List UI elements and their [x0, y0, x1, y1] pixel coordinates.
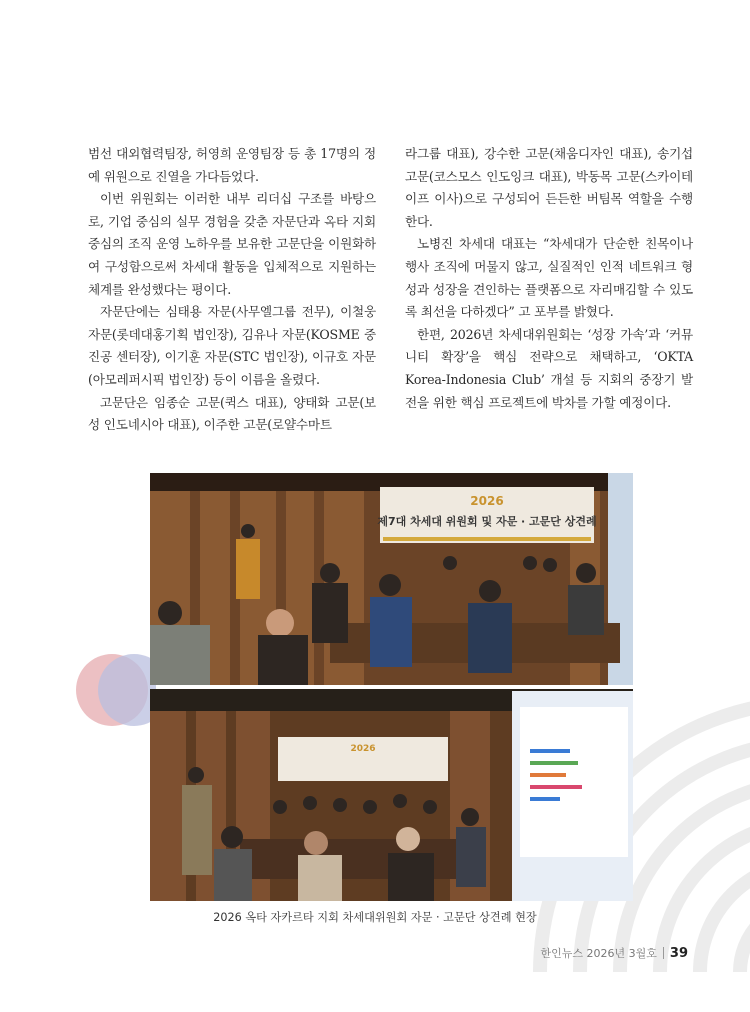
page-footer: [541, 945, 688, 961]
paragraph: 노병진 차세대 대표는 “차세대가 단순한 친목이나 행사 조직에 머물지 않고, 실질적인 인적 네트워크 형성과 성장을 견인하는 플랫폼으로 자리매김할 수 있도록 최선을 다하겠다” 고 포부를 밝혔다.: [405, 236, 693, 320]
article-column-right: [405, 143, 693, 414]
paragraph: 한편, 2026년 차세대위원회는 ‘성장 가속’과 ‘커뮤니티 확장’을 핵심 전략으로 채택하고, ‘OKTA Korea-Indonesia Club’ 개설 등 지회의 중장기 발전을 위한 핵심 프로젝트에 박차를 가할 예정이다.: [405, 326, 693, 410]
page-number: 39: [669, 945, 688, 961]
article-column-left: [88, 143, 376, 437]
footer-divider: [663, 947, 664, 959]
event-photo-2: [150, 689, 633, 901]
decorative-circles: [76, 640, 156, 740]
photo-caption: 2026 옥타 자카르타 지회 차세대위원회 자문 · 고문단 상견례 현장: [213, 911, 537, 924]
paragraph: 이번 위원회는 이러한 내부 리더십 구조를 바탕으로, 기업 중심의 실무 경험을 갖춘 자문단과 옥타 지회 중심의 조직 운영 노하우를 보유한 고문단을 이원화하여 구성함으로써 차세대 활동을 입체적으로 지원하는 체계를 완성했다는 평이다.: [88, 191, 376, 297]
banner-year: 2026: [470, 494, 504, 508]
paragraph: 자문단에는 심태용 자문(사무엘그룹 전무), 이철웅 자문(롯데대홍기획 법인장), 김유나 자문(KOSME 중진공 센터장), 이기훈 자문(STC 법인장), 이규호 자문(아모레퍼시픽 법인장) 등이 이름을 올렸다.: [88, 304, 376, 387]
event-photo-1: [150, 473, 633, 685]
paragraph: 범선 대외협력팀장, 허영희 운영팀장 등 총 17명의 정예 위원으로 진열을 가다듬었다.: [88, 146, 376, 184]
banner-title: 제7대 차세대 위원회 및 자문 · 고문단 상견례: [377, 515, 597, 528]
magazine-issue: 한인뉴스 2026년 3월호: [540, 947, 657, 960]
paragraph: 라그룹 대표), 강수한 고문(채움디자인 대표), 송기섭 고문(코스모스 인도잉크 대표), 박동목 고문(스카이테이프 이사)으로 구성되어 든든한 버팀목 역할을 수행한다.: [405, 146, 693, 229]
paragraph: 고문단은 임종순 고문(퀵스 대표), 양태화 고문(보성 인도네시아 대표), 이주한 고문(로얄수마트: [88, 394, 376, 433]
banner-year: 2026: [350, 744, 376, 754]
